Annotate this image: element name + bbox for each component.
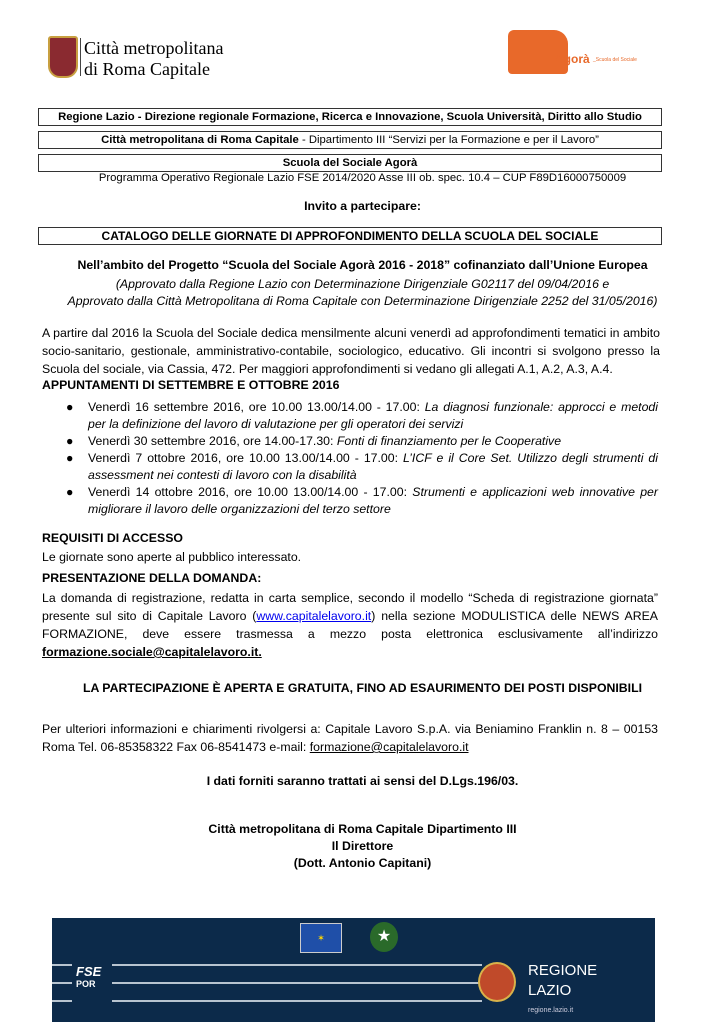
list-item bbox=[42, 399, 658, 433]
programma-line: Programma Operativo Regionale Lazio FSE 2014/2020 Asse III ob. spec. 10.4 – CUP F89D16000750009 bbox=[98, 172, 627, 184]
appuntamenti-heading: APPUNTAMENTI DI SETTEMBRE E OTTOBRE 2016 bbox=[42, 378, 340, 392]
signature-line1: Città metropolitana di Roma Capitale Dipartimento III bbox=[208, 822, 517, 836]
item-date: Venerdì 30 settembre 2016, ore 14.00-17.30: bbox=[88, 434, 337, 448]
bullet-icon: ● bbox=[66, 434, 74, 448]
regione-lazio-url: regione.lazio.it bbox=[528, 1007, 574, 1014]
item-title: Strumenti e applicazioni web innovative per migliorare il lavoro delle organizzazioni del terzo settore bbox=[88, 485, 658, 516]
list-item bbox=[42, 433, 658, 450]
citta-rest: - Dipartimento III “Servizi per la Formazione e per il Lavoro” bbox=[298, 134, 599, 146]
signature-line3: (Dott. Antonio Capitani) bbox=[293, 856, 432, 870]
regione-box: Regione Lazio - Direzione regionale Formazione, Ricerca e Innovazione, Scuola Università, Diritto allo Studio bbox=[38, 108, 662, 126]
domanda-email[interactable]: formazione.sociale@capitalelavoro.it. bbox=[42, 645, 262, 659]
info-text: Per ulteriori informazioni e chiarimenti rivolgersi a: Capitale Lavoro S.p.A. via Beniamino Franklin n. 8 – 00153 Roma Tel. 06-85358322 Fax 06-8541473 e-mail: bbox=[42, 722, 658, 754]
domanda-paragraph bbox=[42, 589, 658, 661]
invito-heading: Invito a partecipare: bbox=[304, 199, 421, 213]
requisiti-text: Le giornate sono aperte al pubblico interessato. bbox=[42, 550, 302, 564]
intro-paragraph: A partire dal 2016 la Scuola del Sociale dedica mensilmente alcuni venerdì ad approfondimenti tematici in ambito socio-sanitario, gestionale, amministrativo-contabile, sociologico, educativo. Gli incontri si svolgono presso la Scuola del sociale, via Cassia, 472. Per maggiori approfondimenti si vedano gli allegati A.1, A.2, A.3, A.4. bbox=[42, 326, 660, 376]
list-item bbox=[42, 484, 658, 518]
list-item bbox=[42, 450, 658, 484]
logo-text-line2: di Roma Capitale bbox=[84, 59, 210, 79]
bullet-icon: ● bbox=[66, 485, 74, 499]
citta-bold: Città metropolitana di Roma Capitale bbox=[101, 134, 299, 146]
fse-por-logo: FSE POR bbox=[76, 964, 102, 989]
regione-lazio-text-1: REGIONE bbox=[528, 962, 598, 979]
agora-name: Agorà bbox=[555, 52, 590, 66]
bullet-icon: ● bbox=[66, 451, 74, 465]
por-text: POR bbox=[76, 979, 96, 989]
regione-lazio-text-2: LAZIO bbox=[528, 982, 572, 999]
item-title: L’ICF e il Core Set. Utilizzo degli strumenti di assessment nei contesti di lavoro con la disabilità bbox=[88, 451, 659, 482]
agora-subtitle: _Scuola del Sociale bbox=[593, 57, 637, 63]
signature-line2: Il Direttore bbox=[331, 839, 394, 853]
agora-logo bbox=[505, 30, 640, 78]
domanda-text-pre: La domanda di registrazione, redatta in carta semplice, secondo il modello “Scheda di registrazione giornata” presente sul sito di Capitale Lavoro ( bbox=[42, 591, 658, 623]
catalogo-box: CATALOGO DELLE GIORNATE DI APPROFONDIMENTO DELLA SCUOLA DEL SOCIALE bbox=[38, 227, 662, 245]
item-date: Venerdì 14 ottobre 2016, ore 10.00 13.00/14.00 - 17.00: bbox=[88, 485, 413, 499]
citta-box bbox=[38, 131, 662, 149]
approvato-line2: Approvato dalla Città Metropolitana di Roma Capitale con Determinazione Dirigenziale 2252 del 31/05/2016) bbox=[67, 294, 658, 308]
domanda-heading: PRESENTAZIONE DELLA DOMANDA: bbox=[42, 571, 262, 585]
footer-banner bbox=[52, 918, 655, 1022]
approvato-line1: (Approvato dalla Regione Lazio con Determinazione Dirigenziale G02117 del 09/04/2016 e bbox=[115, 277, 610, 291]
regione-lazio-emblem-icon bbox=[478, 962, 516, 1002]
citta-metropolitana-logo bbox=[44, 28, 229, 90]
italian-emblem-icon: ★ bbox=[370, 922, 398, 952]
item-date: Venerdì 7 ottobre 2016, ore 10.00 13.00/14.00 - 17.00: bbox=[88, 451, 404, 465]
progetto-heading: Nell’ambito del Progetto “Scuola del Sociale Agorà 2016 - 2018” cofinanziato dall’Unione Europea bbox=[77, 258, 648, 272]
info-paragraph bbox=[42, 720, 658, 756]
capitalelavoro-link[interactable]: www.capitalelavoro.it bbox=[256, 609, 372, 623]
item-title: La diagnosi funzionale: approcci e metodi per la definizione del lavoro di valutazione per gli operatori dei servizi bbox=[88, 400, 658, 431]
info-email-link[interactable]: formazione@capitalelavoro.it bbox=[309, 740, 469, 754]
domanda-text-post: ) nella sezione MODULISTICA delle NEWS AREA FORMAZIONE, deve essere trasmessa a mezzo posta elettronica esclusivamente all’indirizzo bbox=[42, 609, 659, 641]
item-title: Fonti di finanziamento per le Cooperative bbox=[336, 434, 562, 448]
eu-flag-icon: ✶ bbox=[300, 923, 342, 953]
scuola-box: Scuola del Sociale Agorà bbox=[38, 154, 662, 172]
requisiti-heading: REQUISITI DI ACCESSO bbox=[42, 531, 183, 545]
logo-text-line1: Città metropolitana bbox=[84, 38, 224, 58]
bullet-icon: ● bbox=[66, 400, 74, 414]
item-date: Venerdì 16 settembre 2016, ore 10.00 13.00/14.00 - 17.00: bbox=[88, 400, 425, 414]
privacy-notice: I dati forniti saranno trattati ai sensi del D.Lgs.196/03. bbox=[206, 774, 519, 788]
coat-of-arms-icon bbox=[48, 36, 78, 78]
appuntamenti-list bbox=[42, 399, 658, 518]
gratuita-notice: LA PARTECIPAZIONE È APERTA E GRATUITA, FINO AD ESAURIMENTO DEI POSTI DISPONIBILI bbox=[82, 681, 643, 695]
